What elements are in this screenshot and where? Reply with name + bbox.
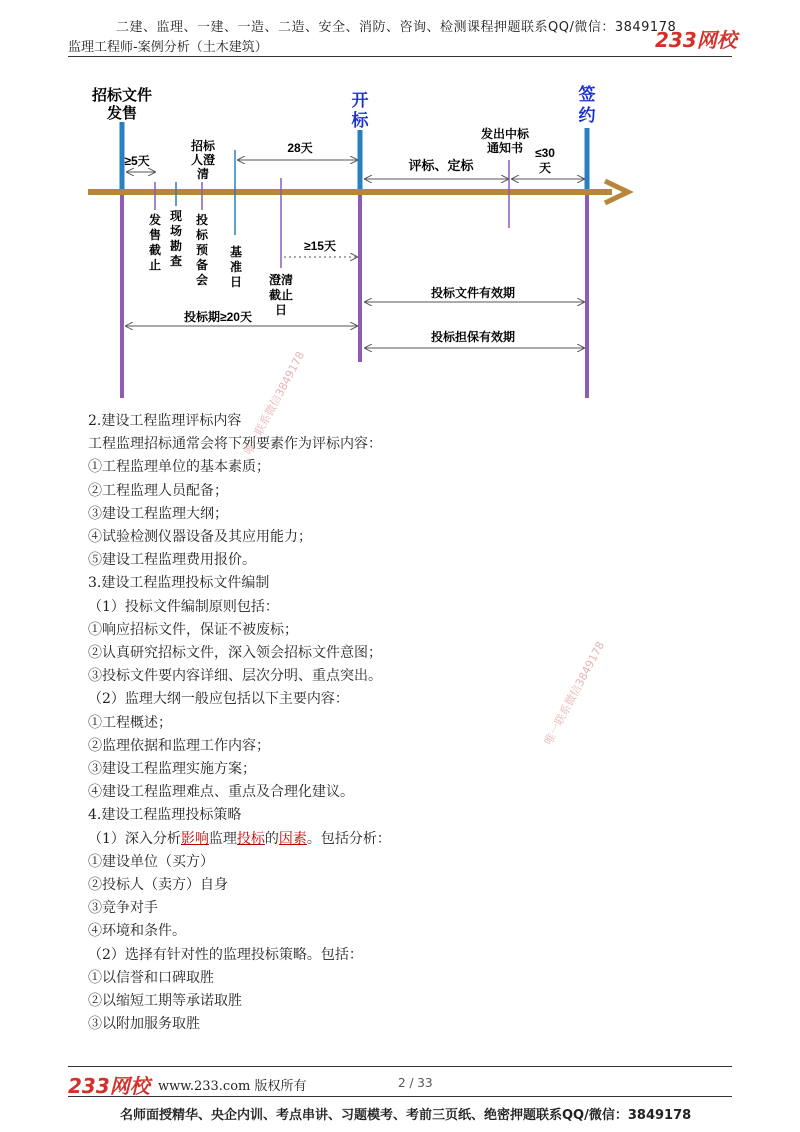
svg-text:人澄: 人澄 (190, 153, 216, 167)
svg-text:日: 日 (229, 275, 243, 289)
line: 4.建设工程监理投标策略 (88, 807, 242, 824)
label-sale-1: 招标文件 (91, 87, 153, 104)
footer-website[interactable]: www.233.com 版权所有 (158, 1079, 307, 1094)
svg-text:日: 日 (274, 303, 288, 317)
svg-text:澄清: 澄清 (268, 273, 294, 287)
list-item: ①建设单位（买方） (88, 853, 214, 870)
logo-233-footer: 233网校 (68, 1074, 150, 1098)
svg-text:准: 准 (229, 260, 243, 274)
header-subtitle: 监理工程师-案例分析（土木建筑） (68, 40, 268, 55)
svg-text:售: 售 (148, 228, 162, 242)
svg-text:清: 清 (196, 167, 210, 181)
svg-text:发出中标: 发出中标 (480, 127, 530, 141)
page-number: 2 / 33 (398, 1076, 433, 1090)
list-item: ④环境和条件。 (88, 923, 186, 940)
list-item: ②工程监理人员配备； (88, 482, 228, 499)
label-sign-2: 约 (578, 106, 596, 125)
label-28days: 28天 (287, 141, 313, 155)
svg-text:查: 查 (169, 254, 183, 268)
list-item: ③建设工程监理实施方案； (88, 761, 256, 778)
list-item: ①以信誉和口碑取胜 (88, 969, 214, 986)
line: （1）投标文件编制原则包括： (88, 598, 279, 615)
bidding-timeline-diagram (0, 0, 800, 410)
list-item: ④试验检测仪器设备及其应用能力； (88, 529, 312, 546)
logo-233-top: 233网校 (655, 28, 737, 52)
svg-text:标: 标 (195, 228, 209, 242)
label-sign-1: 签 (578, 85, 596, 104)
svg-text:投: 投 (195, 213, 209, 227)
svg-text:基: 基 (229, 245, 243, 259)
watermark: 唯一联系微信3849178 (241, 349, 308, 458)
content-body (88, 410, 391, 1036)
line: （2）监理大纲一般应包括以下主要内容： (88, 691, 349, 708)
svg-text:招标: 招标 (190, 139, 216, 153)
svg-text:场: 场 (169, 224, 183, 238)
list-item: ③以附加服务取胜 (88, 1016, 200, 1033)
line: 2.建设工程监理评标内容 (88, 413, 242, 429)
label-sale-2: 发售 (106, 105, 138, 122)
label-open-1: 开 (351, 91, 369, 110)
list-item: ①响应招标文件，保证不被废标； (88, 621, 298, 638)
list-item: ④建设工程监理难点、重点及合理化建议。 (88, 784, 354, 801)
link-factors[interactable]: 因素 (278, 830, 307, 847)
footer-bottom-line: 名师面授精华、央企内训、考点串讲、习题模考、考前三页纸、绝密押题联系QQ/微信：3849178 (120, 1108, 692, 1123)
svg-text:截止: 截止 (268, 288, 294, 302)
header-top-line: 二建、监理、一建、一造、二造、安全、消防、咨询、检测课程押题联系QQ/微信：3849178 (116, 20, 677, 35)
label-eval: 评标、定标 (408, 158, 474, 173)
line-factors: （1）深入分析影响监理投标的因素。包括分析： (88, 830, 391, 847)
label-bid-validity: 投标文件有效期 (430, 286, 516, 300)
svg-text:会: 会 (195, 273, 209, 287)
svg-text:天: 天 (538, 161, 552, 175)
line: 工程监理招标通常会将下列要素作为评标内容： (88, 436, 382, 453)
line: 3.建设工程监理投标文件编制 (88, 575, 270, 592)
list-item: ③投标文件要内容详细、层次分明、重点突出。 (88, 668, 382, 685)
list-item: ③竞争对手 (88, 900, 158, 917)
svg-text:发: 发 (148, 213, 162, 227)
list-item: ①工程概述； (88, 714, 172, 731)
link-bidding[interactable]: 投标 (236, 830, 265, 847)
list-item: ⑤建设工程监理费用报价。 (88, 552, 256, 569)
svg-text:止: 止 (148, 258, 162, 272)
line: （2）选择有针对性的监理投标策略。包括： (88, 946, 363, 963)
label-bid-period: 投标期≥20天 (184, 310, 252, 324)
label-bond-validity: 投标担保有效期 (430, 330, 516, 344)
footer-divider (68, 1066, 732, 1067)
list-item: ②监理依据和监理工作内容； (88, 737, 270, 754)
label-ge15: ≥15天 (304, 239, 336, 253)
watermark: 唯一联系微信3849178 (541, 639, 608, 748)
list-item: ②认真研究招标文件，深入领会招标文件意图； (88, 645, 382, 662)
svg-text:勘: 勘 (169, 239, 183, 253)
label-ge5: ≥5天 (124, 154, 150, 168)
link-influence[interactable]: 影响 (180, 830, 209, 847)
list-item: ①工程监理单位的基本素质； (88, 459, 270, 476)
footer-divider-2 (68, 1096, 732, 1097)
svg-text:≤30: ≤30 (535, 146, 555, 160)
label-open-2: 标 (351, 111, 369, 130)
list-item: ②投标人（卖方）自身 (88, 877, 228, 894)
svg-text:现: 现 (169, 209, 183, 223)
svg-text:通知书: 通知书 (486, 141, 524, 155)
svg-text:截: 截 (148, 243, 162, 257)
list-item: ③建设工程监理大纲； (88, 505, 228, 522)
svg-text:备: 备 (195, 258, 209, 272)
list-item: ②以缩短工期等承诺取胜 (88, 993, 242, 1010)
svg-text:预: 预 (195, 243, 209, 257)
